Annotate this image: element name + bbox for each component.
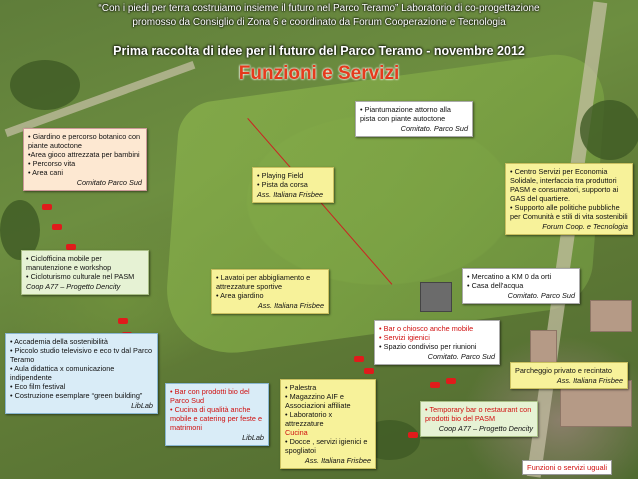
note-item: • Costruzione esemplare “green building” [10,391,143,400]
note-piantumazione [355,101,473,137]
note-bar-prodotti [165,383,269,446]
note-signature: Comitato. Parco Sud [507,291,575,300]
dot-marker [408,432,418,438]
note-item: Cucina [285,428,308,437]
note-item: • Cicloturismo culturale nel PASM [26,272,135,281]
page-subtitle: Prima raccolta di idee per il futuro del Parco Teramo - novembre 2012 [113,44,525,58]
header-line-1: “Con i piedi per terra costruiamo insieme il futuro nel Parco Teramo” Laboratorio di co-progettazione [98,3,540,14]
note-item: • Ciclofficina mobile per manutenzione e workshop [26,254,112,272]
note-signature: Ass. Italiana Frisbee [257,190,324,199]
note-item: • Laboratorio x attrezzature [285,410,333,428]
note-item: • Piantumazione attorno alla pista con piante autoctone [360,105,451,123]
note-centro-servizi [505,163,633,235]
note-item: • Servizi igienici [379,333,430,342]
note-item: • Cucina di qualità anche mobile e catering per feste e matrimoni [170,405,263,432]
note-signature: Comitato. Parco Sud [427,352,495,361]
note-signature: Coop A77 – Progetto Dencity [438,424,533,433]
note-item: • Playing Field [257,171,304,180]
dot-marker [430,382,440,388]
note-ciclofficina [21,250,149,295]
note-item: • Giardino e percorso botanico con piante autoctone [28,132,141,150]
note-item: • Area giardino [216,291,264,300]
header-line-2: promosso da Consiglio di Zona 6 e coordinato da Forum Cooperazione e Tecnologia [132,17,506,28]
note-temporary-bar [420,401,538,437]
note-item: • Pista da corsa [257,180,308,189]
note-item: • Docce , servizi igienici e spogliatoi [285,437,368,455]
note-playing-field [252,167,334,203]
note-palestra [280,379,376,469]
note-item: • Bar o chiosco anche mobile [379,324,474,333]
dot-marker [118,318,128,324]
note-signature: Ass. Italiana Frisbee [304,456,371,465]
note-lavatoi [211,269,329,314]
note-item: • Temporary bar o restaurant con prodotti bio del PASM [425,405,532,423]
note-item: • Accademia della sostenibilità [10,337,108,346]
note-bar-chiosco [374,320,500,365]
note-item: • Centro Servizi per Economia Solidale, interfaccia tra produttori PASM e consumatori, supporto ai GAS del quartiere. [510,167,619,203]
dot-marker [354,356,364,362]
tree-cluster [580,100,638,160]
note-signature: Comitato Parco Sud [76,178,142,187]
dot-marker [42,204,52,210]
note-signature: LibLab [242,433,264,442]
dot-marker [364,368,374,374]
note-item: •Area gioco attrezzata per bambini [28,150,140,159]
note-signature: Coop A77 – Progetto Dencity [26,282,121,291]
note-signature: Ass. Italiana Frisbee [257,301,324,310]
note-item: • Spazio condiviso per riunioni [379,342,477,351]
dot-marker [446,378,456,384]
note-item: • Lavatoi per abbigliamento e attrezzature sportive [216,273,311,291]
note-item: • Magazzino AIF e Associazioni affiliate [285,392,351,410]
note-item: • Piccolo studio televisivo e eco tv dal Parco Teramo [10,346,153,364]
park-building [420,282,452,312]
note-item: • Palestra [285,383,317,392]
legend: Funzioni o servizi uguali [522,460,612,475]
note-item: • Supporto alle politiche pubbliche per Comunità e stili di vita sostenibili [510,203,628,221]
page-title: Funzioni e Servizi [238,63,400,84]
building [590,300,632,332]
note-item: Parcheggio privato e recintato [515,366,612,375]
note-signature: LibLab [131,401,153,410]
note-item: • Casa dell'acqua [467,281,524,290]
dot-marker [52,224,62,230]
note-item: • Percorso vita [28,159,76,168]
note-accademia [5,333,158,414]
note-mercatino [462,268,580,304]
note-signature: Ass. Italiana Frisbee [556,376,623,385]
note-item: • Aula didattica x comunicazione indipendente [10,364,115,382]
note-giardino [23,128,147,191]
note-parcheggio [510,362,628,389]
note-signature: Comitato. Parco Sud [400,124,468,133]
note-item: • Bar con prodotti bio del Parco Sud [170,387,250,405]
note-item: • Eco film festival [10,382,66,391]
note-item: • Mercatino a KM 0 da orti [467,272,552,281]
note-signature: Forum Coop. e Tecnologia [542,222,628,231]
note-item: • Area cani [28,168,64,177]
